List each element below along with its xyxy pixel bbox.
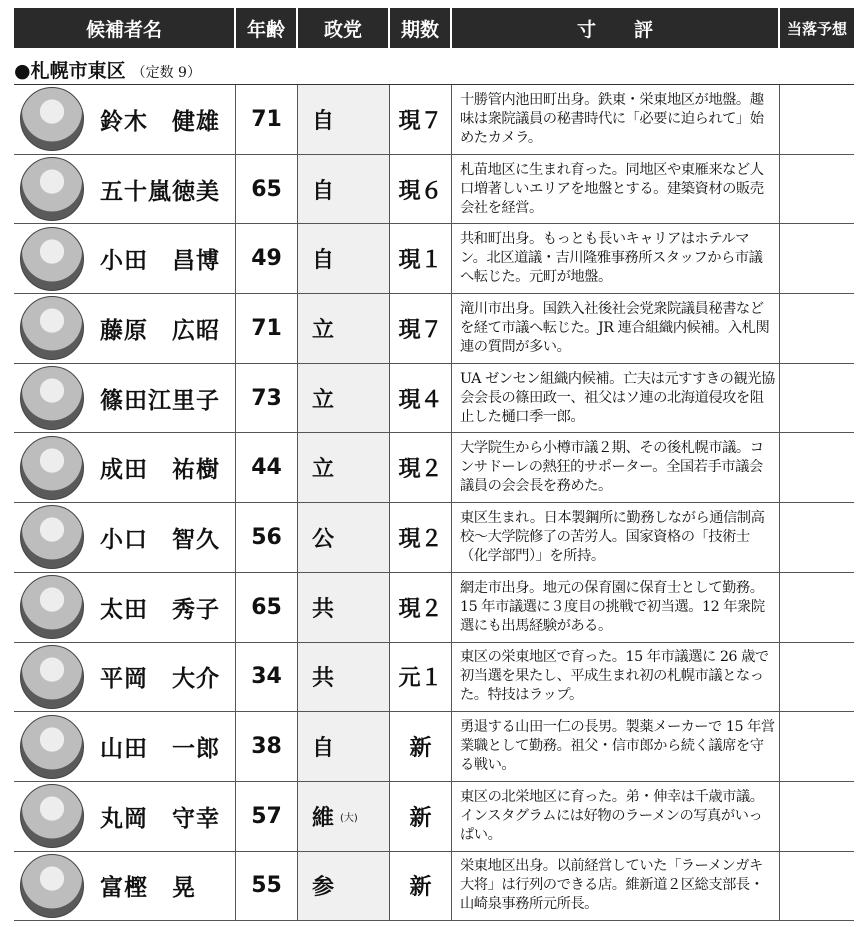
candidate-term: 現２ bbox=[390, 503, 452, 572]
candidate-photo bbox=[20, 227, 84, 291]
table-row bbox=[14, 364, 854, 434]
name-cell bbox=[14, 364, 236, 433]
candidate-name: 丸岡 守幸 bbox=[100, 805, 220, 832]
candidate-comment: 十勝管内池田町出身。鉄東・栄東地区が地盤。趣味は衆院議員の秘書時代に「必要に迫られて」始めたカメラ。 bbox=[452, 85, 780, 154]
candidate-party: 参 bbox=[312, 875, 335, 901]
district-name: ●札幌市東区 bbox=[14, 60, 126, 82]
name-cell bbox=[14, 712, 236, 781]
name-cell bbox=[14, 643, 236, 712]
party-cell bbox=[298, 643, 390, 712]
candidate-photo bbox=[20, 715, 84, 779]
candidate-party: 共 bbox=[312, 596, 335, 622]
prediction-cell bbox=[780, 85, 854, 154]
candidate-photo bbox=[20, 366, 84, 430]
candidate-age: 34 bbox=[236, 643, 298, 712]
table-row bbox=[14, 852, 854, 922]
name-cell bbox=[14, 782, 236, 851]
name-cell bbox=[14, 852, 236, 921]
party-cell bbox=[298, 852, 390, 921]
party-cell bbox=[298, 573, 390, 642]
candidate-term: 現７ bbox=[390, 294, 452, 363]
prediction-cell bbox=[780, 224, 854, 293]
party-cell bbox=[298, 224, 390, 293]
candidate-comment: 東区の栄東地区で育った。15 年市議選に 26 歳で初当選を果たし、平成生まれ初の札幌市議となった。特技はラップ。 bbox=[452, 643, 780, 712]
prediction-cell bbox=[780, 573, 854, 642]
candidate-photo bbox=[20, 157, 84, 221]
candidate-party: 立 bbox=[312, 387, 335, 413]
candidate-term: 現２ bbox=[390, 573, 452, 642]
table-row bbox=[14, 573, 854, 643]
party-cell bbox=[298, 782, 390, 851]
candidate-name: 五十嵐徳美 bbox=[100, 178, 220, 205]
candidate-term: 現６ bbox=[390, 155, 452, 224]
candidate-name: 山田 一郎 bbox=[100, 736, 220, 763]
candidate-photo bbox=[20, 436, 84, 500]
candidate-name: 富樫 晃 bbox=[100, 875, 196, 902]
party-cell bbox=[298, 294, 390, 363]
name-cell bbox=[14, 224, 236, 293]
prediction-cell bbox=[780, 782, 854, 851]
candidate-term: 現４ bbox=[390, 364, 452, 433]
candidate-term: 現７ bbox=[390, 85, 452, 154]
candidate-age: 71 bbox=[236, 294, 298, 363]
candidate-party: 公 bbox=[312, 526, 335, 552]
candidate-age: 65 bbox=[236, 155, 298, 224]
candidate-term: 現１ bbox=[390, 224, 452, 293]
party-cell bbox=[298, 712, 390, 781]
candidate-photo bbox=[20, 87, 84, 151]
party-cell bbox=[298, 155, 390, 224]
candidate-name: 小口 智久 bbox=[100, 526, 220, 553]
party-cell bbox=[298, 85, 390, 154]
candidate-comment: 札苗地区に生まれ育った。同地区や東雁来など人口増著しいエリアを地盤とする。建築資材の販売会社を経営。 bbox=[452, 155, 780, 224]
candidate-party: 自 bbox=[312, 178, 335, 204]
party-note: (大) bbox=[340, 812, 358, 824]
candidate-photo bbox=[20, 505, 84, 569]
prediction-cell bbox=[780, 503, 854, 572]
prediction-cell bbox=[780, 364, 854, 433]
candidate-comment: UA ゼンセン組織内候補。亡夫は元すすきの観光協会会長の篠田政一、祖父はソ連の北海道侵攻を阻止した樋口季一郎。 bbox=[452, 364, 780, 433]
district-title bbox=[14, 56, 201, 80]
party-cell bbox=[298, 364, 390, 433]
table-row bbox=[14, 433, 854, 503]
candidate-name: 太田 秀子 bbox=[100, 596, 220, 623]
candidate-age: 55 bbox=[236, 852, 298, 921]
candidate-age: 38 bbox=[236, 712, 298, 781]
candidate-photo bbox=[20, 784, 84, 848]
candidate-party: 自 bbox=[312, 108, 335, 134]
header-age: 年齢 bbox=[236, 8, 298, 48]
candidate-term: 元１ bbox=[390, 643, 452, 712]
district-quota: （定数 9） bbox=[131, 65, 201, 81]
name-cell bbox=[14, 155, 236, 224]
candidate-name: 小田 昌博 bbox=[100, 248, 220, 275]
table-row bbox=[14, 712, 854, 782]
name-cell bbox=[14, 573, 236, 642]
candidate-term: 新 bbox=[390, 852, 452, 921]
candidate-party: 共 bbox=[312, 666, 335, 692]
candidate-comment: 共和町出身。もっとも長いキャリアはホテルマン。北区道議・吉川隆雅事務所スタッフから市議へ転じた。元町が地盤。 bbox=[452, 224, 780, 293]
table-row bbox=[14, 503, 854, 573]
table-row bbox=[14, 643, 854, 713]
candidate-comment: 滝川市出身。国鉄入社後社会党衆院議員秘書などを経て市議へ転じた。JR 連合組織内候補。入札関連の質問が多い。 bbox=[452, 294, 780, 363]
table-row bbox=[14, 85, 854, 155]
candidate-table bbox=[14, 84, 854, 921]
candidate-party: 維 bbox=[312, 805, 335, 831]
candidate-name: 成田 祐樹 bbox=[100, 457, 220, 484]
candidate-age: 65 bbox=[236, 573, 298, 642]
candidate-age: 73 bbox=[236, 364, 298, 433]
table-row bbox=[14, 224, 854, 294]
candidate-party: 自 bbox=[312, 248, 335, 274]
prediction-cell bbox=[780, 433, 854, 502]
candidate-comment: 東区生まれ。日本製鋼所に勤務しながら通信制高校～大学院修了の苦労人。国家資格の「技術士（化学部門）」を所持。 bbox=[452, 503, 780, 572]
table-header bbox=[14, 8, 854, 48]
name-cell bbox=[14, 503, 236, 572]
header-name: 候補者名 bbox=[14, 8, 236, 48]
candidate-photo bbox=[20, 645, 84, 709]
name-cell bbox=[14, 294, 236, 363]
candidate-comment: 栄東地区出身。以前経営していた「ラーメンガキ大将」は行列のできる店。維新道２区総支部長・山崎泉事務所元所長。 bbox=[452, 852, 780, 921]
prediction-cell bbox=[780, 852, 854, 921]
candidate-name: 篠田江里子 bbox=[100, 387, 220, 414]
name-cell bbox=[14, 433, 236, 502]
header-party: 政党 bbox=[298, 8, 390, 48]
party-cell bbox=[298, 433, 390, 502]
candidate-term: 新 bbox=[390, 712, 452, 781]
candidate-name: 鈴木 健雄 bbox=[100, 108, 220, 135]
table-row bbox=[14, 294, 854, 364]
header-term: 期数 bbox=[390, 8, 452, 48]
candidate-age: 71 bbox=[236, 85, 298, 154]
prediction-cell bbox=[780, 643, 854, 712]
candidate-party: 立 bbox=[312, 317, 335, 343]
candidate-photo bbox=[20, 854, 84, 918]
prediction-cell bbox=[780, 712, 854, 781]
candidate-term: 現２ bbox=[390, 433, 452, 502]
candidate-party: 自 bbox=[312, 736, 335, 762]
candidate-comment: 大学院生から小樽市議２期、その後札幌市議。コンサドーレの熱狂的サポーター。全国若手市議会議員の会会長を務めた。 bbox=[452, 433, 780, 502]
candidate-party: 立 bbox=[312, 457, 335, 483]
prediction-cell bbox=[780, 294, 854, 363]
candidate-age: 56 bbox=[236, 503, 298, 572]
header-comment: 寸 評 bbox=[452, 8, 780, 48]
candidate-age: 49 bbox=[236, 224, 298, 293]
candidate-comment: 網走市出身。地元の保育園に保育士として勤務。15 年市議選に３度目の挑戦で初当選。12 年衆院選にも出馬経験がある。 bbox=[452, 573, 780, 642]
candidate-photo bbox=[20, 575, 84, 639]
candidate-name: 平岡 大介 bbox=[100, 666, 220, 693]
table-row bbox=[14, 155, 854, 225]
candidate-age: 57 bbox=[236, 782, 298, 851]
party-cell bbox=[298, 503, 390, 572]
candidate-photo bbox=[20, 296, 84, 360]
candidate-age: 44 bbox=[236, 433, 298, 502]
name-cell bbox=[14, 85, 236, 154]
candidate-term: 新 bbox=[390, 782, 452, 851]
prediction-cell bbox=[780, 155, 854, 224]
candidate-name: 藤原 広昭 bbox=[100, 317, 220, 344]
header-prediction: 当落予想 bbox=[780, 8, 854, 48]
candidate-comment: 勇退する山田一仁の長男。製薬メーカーで 15 年営業職として勤務。祖父・信市郎から続く議席を守る戦い。 bbox=[452, 712, 780, 781]
candidate-comment: 東区の北栄地区に育った。弟・伸幸は千歳市議。インスタグラムには好物のラーメンの写真がいっぱい。 bbox=[452, 782, 780, 851]
table-row bbox=[14, 782, 854, 852]
